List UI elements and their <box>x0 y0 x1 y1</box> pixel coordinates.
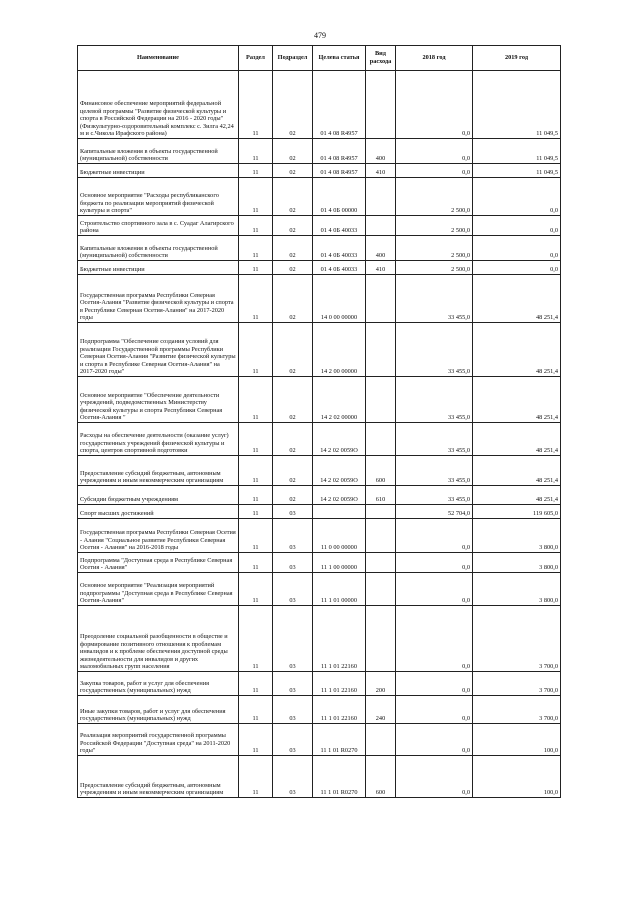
row-name: Реализация мероприятий государственной программы Российской Федерации "Доступная среда" на 2011-2020 годы" <box>78 724 239 756</box>
row-2019: 3 800,0 <box>473 553 561 573</box>
row-target: 11 1 00 00000 <box>313 553 366 573</box>
table-row <box>78 71 561 139</box>
row-2019: 48 251,4 <box>473 377 561 423</box>
row-target: 01 4 0Б 40033 <box>313 216 366 236</box>
table-row <box>78 486 561 505</box>
row-target: 14 2 00 00000 <box>313 323 366 377</box>
header-target: Целева статья <box>313 46 366 71</box>
row-target: 14 2 02 0059О <box>313 423 366 456</box>
row-2019: 11 049,5 <box>473 139 561 164</box>
row-target: 11 1 01 22160 <box>313 696 366 724</box>
header-subsection: Подраздел <box>273 46 313 71</box>
row-2018: 0,0 <box>396 606 473 672</box>
row-name: Закупка товаров, работ и услуг для обеспечения государственных (муниципальных) нужд <box>78 672 239 696</box>
row-name: Бюджетные инвестиции <box>78 261 239 275</box>
row-target: 14 2 02 0059О <box>313 456 366 486</box>
row-expense-type <box>366 275 396 323</box>
row-name: Государственная программа Республики Северная Осетия-Алания "Развитие физической культуры и спорта в Республике Северная Осетия-Алания" на 2017-2020 годы <box>78 275 239 323</box>
row-section: 11 <box>239 553 273 573</box>
row-2018: 0,0 <box>396 672 473 696</box>
row-2019: 11 049,5 <box>473 164 561 178</box>
budget-table <box>77 45 561 798</box>
row-2018: 33 455,0 <box>396 275 473 323</box>
row-target: 01 4 08 R4957 <box>313 71 366 139</box>
row-name: Расходы на обеспечение деятельности (оказание услуг) государственных учреждений физической культуры и спорта, центров спортивной подготовки <box>78 423 239 456</box>
row-name: Подпрограмма "Доступная среда в Республике Северная Осетия - Алания" <box>78 553 239 573</box>
row-2018: 0,0 <box>396 553 473 573</box>
row-expense-type <box>366 724 396 756</box>
row-subsection: 03 <box>273 553 313 573</box>
row-subsection: 02 <box>273 456 313 486</box>
header-expense-type: Вид расхода <box>366 46 396 71</box>
row-target: 01 4 08 R4957 <box>313 164 366 178</box>
row-target <box>313 505 366 519</box>
row-name: Финансовое обеспечение мероприятий федеральной целевой программы "Развитие физической культуры и спорта в Российской Федерации на 2016 - 2020 годы" (Физкультурно-оздоровительный комплекс с. Зилга 42,24 м и с.Чикола Ирафского района) <box>78 71 239 139</box>
row-2019: 0,0 <box>473 261 561 275</box>
row-subsection: 03 <box>273 724 313 756</box>
row-name: Основное мероприятие "Обеспечение деятельности учреждений, подведомственных Министерству физической культуры и спорта Республики Северная Осетия-Алания " <box>78 377 239 423</box>
table-row <box>78 756 561 798</box>
row-name: Иные закупки товаров, работ и услуг для обеспечения государственных (муниципальных) нужд <box>78 696 239 724</box>
row-subsection: 02 <box>273 275 313 323</box>
row-subsection: 02 <box>273 323 313 377</box>
row-name: Капитальные вложения в объекты государственной (муниципальной) собственности <box>78 139 239 164</box>
row-subsection: 02 <box>273 377 313 423</box>
row-subsection: 03 <box>273 573 313 606</box>
row-section: 11 <box>239 486 273 505</box>
row-subsection: 03 <box>273 519 313 553</box>
row-2019: 3 700,0 <box>473 696 561 724</box>
row-expense-type: 600 <box>366 456 396 486</box>
row-2018: 2 500,0 <box>396 178 473 216</box>
row-target: 11 1 01 22160 <box>313 606 366 672</box>
row-2018: 0,0 <box>396 573 473 606</box>
row-2018: 0,0 <box>396 139 473 164</box>
row-name: Подпрограмма "Обеспечение создания условий для реализации Государственной программы Республики Северная Осетия-Алания "Развитие физической культуры и спорта в Республике Северная Осетия-Алания" на 2017-2020 годы" <box>78 323 239 377</box>
row-2019: 100,0 <box>473 724 561 756</box>
row-2019: 48 251,4 <box>473 456 561 486</box>
row-section: 11 <box>239 606 273 672</box>
row-target: 14 0 00 00000 <box>313 275 366 323</box>
table-row <box>78 236 561 261</box>
page-number: 479 <box>314 31 326 40</box>
row-expense-type: 400 <box>366 236 396 261</box>
row-2019: 3 700,0 <box>473 606 561 672</box>
row-2019: 3 800,0 <box>473 519 561 553</box>
row-target: 14 2 02 0059О <box>313 486 366 505</box>
row-expense-type: 200 <box>366 672 396 696</box>
row-2018: 0,0 <box>396 519 473 553</box>
row-2019: 48 251,4 <box>473 486 561 505</box>
row-name: Государственная программа Республики Северная Осетия - Алания "Социальное развитие Республики Северная Осетия - Алания" на 2016-2018 годы <box>78 519 239 553</box>
row-2018: 2 500,0 <box>396 216 473 236</box>
table-row <box>78 696 561 724</box>
row-name: Предоставление субсидий бюджетным, автономным учреждениям и иным некоммерческим организациям <box>78 456 239 486</box>
row-section: 11 <box>239 71 273 139</box>
row-2019: 3 700,0 <box>473 672 561 696</box>
table-row <box>78 505 561 519</box>
row-section: 11 <box>239 236 273 261</box>
header-2019: 2019 год <box>473 46 561 71</box>
row-target: 11 1 01 22160 <box>313 672 366 696</box>
row-expense-type <box>366 423 396 456</box>
row-target: 01 4 0Б 40033 <box>313 261 366 275</box>
row-target: 01 4 0Б 00000 <box>313 178 366 216</box>
row-expense-type <box>366 178 396 216</box>
row-2019: 48 251,4 <box>473 423 561 456</box>
row-name: Основное мероприятие "Расходы республиканского бюджета по реализации мероприятий физической культуры и спорта" <box>78 178 239 216</box>
row-name: Бюджетные инвестиции <box>78 164 239 178</box>
row-expense-type: 240 <box>366 696 396 724</box>
row-2018: 0,0 <box>396 756 473 798</box>
row-expense-type <box>366 505 396 519</box>
row-expense-type: 410 <box>366 261 396 275</box>
row-subsection: 03 <box>273 505 313 519</box>
row-expense-type: 610 <box>366 486 396 505</box>
table-row <box>78 672 561 696</box>
row-expense-type: 410 <box>366 164 396 178</box>
table-row <box>78 261 561 275</box>
table-row <box>78 456 561 486</box>
row-expense-type: 400 <box>366 139 396 164</box>
row-target: 01 4 08 R4957 <box>313 139 366 164</box>
table-row <box>78 178 561 216</box>
row-name: Преодоление социальной разобщенности в обществе и формирование позитивного отношения к проблемам инвалидов и к проблеме обеспечения доступной среды жизнедеятельности для инвалидов и других маломобильных групп населения <box>78 606 239 672</box>
row-2019: 11 049,5 <box>473 71 561 139</box>
row-section: 11 <box>239 139 273 164</box>
row-expense-type <box>366 519 396 553</box>
table-row <box>78 139 561 164</box>
row-expense-type: 600 <box>366 756 396 798</box>
table-row <box>78 606 561 672</box>
header-name: Наименование <box>78 46 239 71</box>
row-subsection: 02 <box>273 71 313 139</box>
row-subsection: 02 <box>273 139 313 164</box>
row-2018: 33 455,0 <box>396 377 473 423</box>
row-2019: 119 605,0 <box>473 505 561 519</box>
row-target: 14 2 02 00000 <box>313 377 366 423</box>
table-row <box>78 553 561 573</box>
table-row <box>78 423 561 456</box>
row-expense-type <box>366 323 396 377</box>
row-target: 01 4 0Б 40033 <box>313 236 366 261</box>
row-name: Капитальные вложения в объекты государственной (муниципальной) собственности <box>78 236 239 261</box>
row-subsection: 02 <box>273 486 313 505</box>
row-section: 11 <box>239 275 273 323</box>
row-subsection: 02 <box>273 261 313 275</box>
row-subsection: 02 <box>273 216 313 236</box>
row-2018: 0,0 <box>396 724 473 756</box>
table-row <box>78 164 561 178</box>
row-section: 11 <box>239 377 273 423</box>
row-name: Субсидии бюджетным учреждениям <box>78 486 239 505</box>
row-section: 11 <box>239 505 273 519</box>
row-expense-type <box>366 377 396 423</box>
row-name: Предоставление субсидий бюджетным, автономным учреждениям и иным некоммерческим организациям <box>78 756 239 798</box>
row-section: 11 <box>239 519 273 553</box>
row-section: 11 <box>239 261 273 275</box>
row-target: 11 1 01 00000 <box>313 573 366 606</box>
row-2019: 0,0 <box>473 178 561 216</box>
row-section: 11 <box>239 724 273 756</box>
row-subsection: 02 <box>273 236 313 261</box>
row-2018: 52 704,0 <box>396 505 473 519</box>
row-expense-type <box>366 606 396 672</box>
table-row <box>78 519 561 553</box>
row-section: 11 <box>239 696 273 724</box>
row-2019: 0,0 <box>473 216 561 236</box>
row-expense-type <box>366 573 396 606</box>
table-header-row <box>78 46 561 71</box>
header-2018: 2018 год <box>396 46 473 71</box>
row-section: 11 <box>239 178 273 216</box>
row-subsection: 03 <box>273 756 313 798</box>
row-2019: 3 800,0 <box>473 573 561 606</box>
row-section: 11 <box>239 216 273 236</box>
row-target: 11 1 01 R0270 <box>313 724 366 756</box>
row-2018: 33 455,0 <box>396 486 473 505</box>
row-subsection: 03 <box>273 696 313 724</box>
row-target: 11 1 01 R0270 <box>313 756 366 798</box>
table-row <box>78 323 561 377</box>
row-subsection: 02 <box>273 178 313 216</box>
row-2019: 48 251,4 <box>473 323 561 377</box>
row-subsection: 03 <box>273 606 313 672</box>
row-2018: 0,0 <box>396 164 473 178</box>
table-row <box>78 724 561 756</box>
header-section: Раздел <box>239 46 273 71</box>
row-target: 11 0 00 00000 <box>313 519 366 553</box>
row-2018: 33 455,0 <box>396 323 473 377</box>
row-2018: 0,0 <box>396 71 473 139</box>
table-row <box>78 275 561 323</box>
row-2018: 2 500,0 <box>396 261 473 275</box>
row-subsection: 02 <box>273 164 313 178</box>
row-section: 11 <box>239 164 273 178</box>
row-expense-type <box>366 216 396 236</box>
row-expense-type <box>366 553 396 573</box>
row-subsection: 02 <box>273 423 313 456</box>
row-2019: 100,0 <box>473 756 561 798</box>
row-section: 11 <box>239 456 273 486</box>
row-name: Спорт высших достижений <box>78 505 239 519</box>
row-2018: 33 455,0 <box>396 423 473 456</box>
row-section: 11 <box>239 573 273 606</box>
row-2019: 48 251,4 <box>473 275 561 323</box>
row-subsection: 03 <box>273 672 313 696</box>
row-2018: 33 455,0 <box>396 456 473 486</box>
row-expense-type <box>366 71 396 139</box>
table-row <box>78 377 561 423</box>
row-2018: 0,0 <box>396 696 473 724</box>
row-section: 11 <box>239 756 273 798</box>
row-name: Строительство спортивного зала в с. Суадаг Алагирского района <box>78 216 239 236</box>
row-2019: 0,0 <box>473 236 561 261</box>
row-name: Основное мероприятие "Реализация мероприятий подпрограммы "Доступная среда в Республике Северная Осетия-Алания" <box>78 573 239 606</box>
table-row <box>78 216 561 236</box>
row-section: 11 <box>239 672 273 696</box>
row-section: 11 <box>239 423 273 456</box>
row-section: 11 <box>239 323 273 377</box>
table-row <box>78 573 561 606</box>
row-2018: 2 500,0 <box>396 236 473 261</box>
